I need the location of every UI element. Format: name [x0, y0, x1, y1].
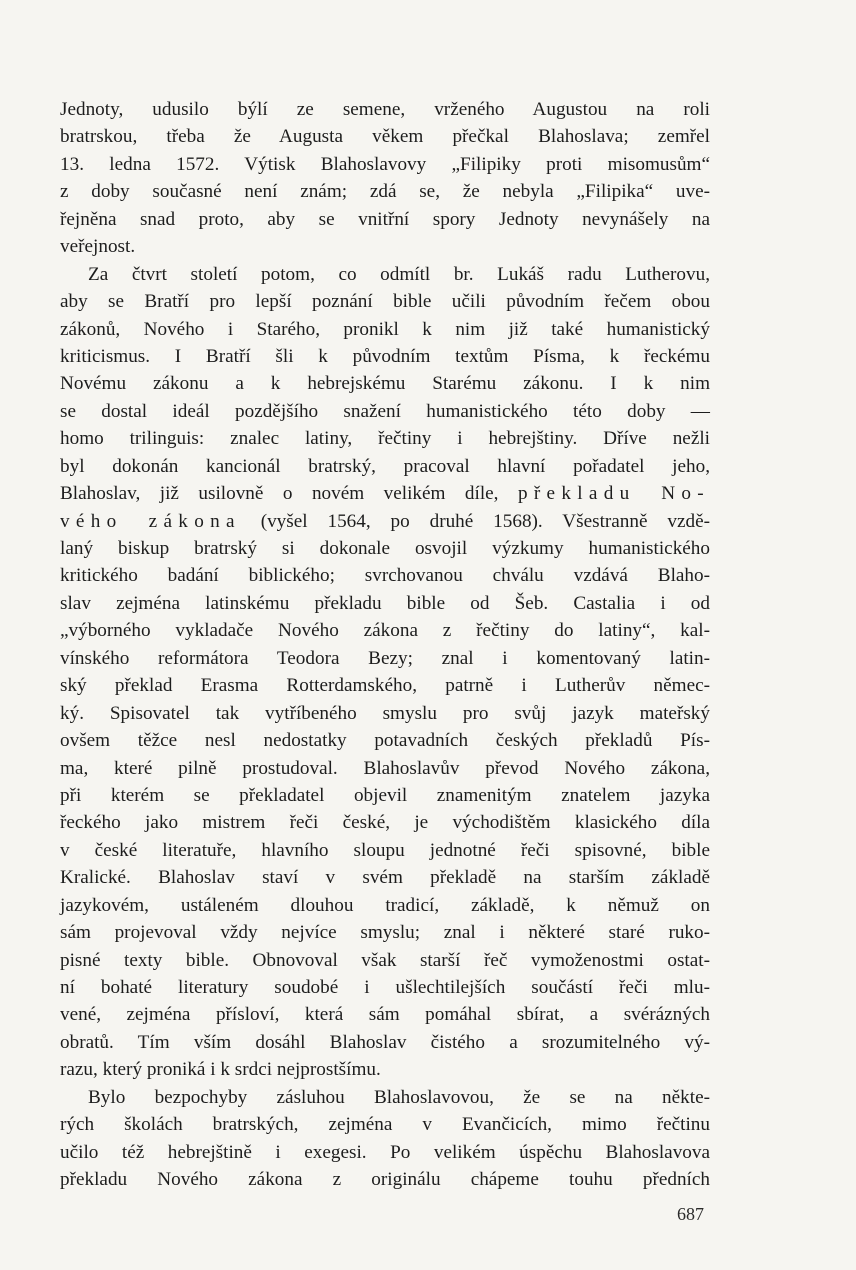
line-text: Za čtvrt století potom, co odmítl br. Lukáš radu Lutherovu, [88, 263, 710, 285]
text-line [60, 96, 710, 123]
text-line [60, 837, 710, 864]
text-line [60, 261, 710, 288]
line-text: při kterém se překladatel objevil znamenitým znatelem jazyka [60, 784, 710, 806]
line-text: z doby současné není znám; zdá se, že nebyla „Filipika“ uve- [60, 181, 710, 203]
line-text: ký. Spisovatel tak vytříbeného smyslu pro svůj jazyk mateřský [60, 702, 710, 724]
line-text: obratů. Tím vším dosáhl Blahoslav čistého a srozumitelného vý- [60, 1031, 710, 1053]
text-line [60, 535, 710, 562]
text-line [60, 1166, 710, 1193]
line-text: ní bohaté literatury soudobé i ušlechtilejších součástí řeči mlu- [60, 977, 710, 998]
line-text: Kralické. Blahoslav staví v svém překladě na starším základě [60, 867, 710, 889]
line-text: slav zejména latinskému překladu bible od Šeb. Castalia i od [60, 592, 710, 614]
page-number: 687 [677, 1204, 704, 1224]
spaced-emphasis: vého zákona [60, 510, 241, 532]
line-text: bratrskou, třeba že Augusta věkem přečkal Blahoslava; zemřel [60, 126, 710, 148]
text-line [60, 480, 710, 507]
text-line [60, 425, 710, 452]
line-text: kriticismus. I Bratří šli k původním textům Písma, k řeckému [60, 345, 710, 367]
text-line [60, 974, 710, 1001]
text-line [60, 727, 710, 754]
line-text: laný biskup bratrský si dokonale osvojil výzkumy humanistického [60, 538, 710, 559]
spaced-emphasis: překladu No- [517, 483, 710, 505]
text-line [60, 700, 710, 727]
line-text: vené, zejména přísloví, která sám pomáhal sbírat, a svérázných [60, 1004, 710, 1026]
line-text: vínského reformátora Teodora Bezy; znal i komentovaný latin- [60, 647, 710, 669]
line-text: učilo též hebrejštině i exegesi. Po velikém úspěchu Blahoslavova [60, 1141, 710, 1163]
line-text: pisné texty bible. Obnovoval však starší řeč vymoženostmi ostat- [60, 949, 710, 971]
line-text: 13. ledna 1572. Výtisk Blahoslavovy „Filipiky proti misomusům“ [60, 153, 710, 175]
line-text: „výborného vykladače Nového zákona z řečtiny do latiny“, kal- [60, 620, 710, 642]
text-line [60, 617, 710, 644]
line-text: kritického badání biblického; svrchovanou chválu vzdává Blaho- [60, 565, 710, 587]
line-text: ma, které pilně prostudoval. Blahoslavův převod Nového zákona, [60, 757, 710, 779]
paragraph [60, 96, 710, 261]
line-text: v české literatuře, hlavního sloupu jednotné řeči spisovné, bible [60, 839, 710, 861]
text-line [60, 645, 710, 672]
text-line [60, 562, 710, 589]
line-text: se dostal ideál pozdějšího snažení humanistického této doby — [60, 400, 710, 422]
text-line [60, 1001, 710, 1028]
text-line [60, 123, 710, 150]
line-text: byl dokonán kancionál bratrský, pracoval hlavní pořadatel jeho, [60, 455, 710, 477]
line-text: Blahoslav, již usilovně o novém velikém díle, [60, 483, 499, 505]
text-line [60, 508, 710, 535]
text-line [60, 370, 710, 397]
text-line [60, 1139, 710, 1166]
text-line [60, 782, 710, 809]
text-line [60, 316, 710, 343]
text-line [60, 288, 710, 315]
text-line [60, 1056, 710, 1083]
line-text: Bylo bezpochyby zásluhou Blahoslavovou, že se na někte- [88, 1086, 710, 1108]
line-text: řeckého jako mistrem řeči české, je východištěm klasického díla [60, 812, 710, 834]
text-line [60, 453, 710, 480]
line-text: překladu Nového zákona z originálu chápeme touhu předních [60, 1169, 710, 1191]
line-text: zákonů, Nového i Starého, pronikl k nim již také humanistický [60, 318, 710, 340]
text-line [60, 206, 710, 233]
text-line [60, 398, 710, 425]
line-text: aby se Bratří pro lepší poznání bible učili původním řečem obou [60, 291, 710, 313]
paragraph [60, 1084, 710, 1194]
text-line [60, 1029, 710, 1056]
text-line [60, 809, 710, 836]
line-text: sám projevoval vždy nejvíce smyslu; znal i některé staré ruko- [60, 922, 710, 944]
line-text: ovšem těžce nesl nedostatky potavadních českých překladů Pís- [60, 730, 710, 752]
text-line [60, 947, 710, 974]
line-text: veřejnost. [60, 236, 136, 258]
line-text: (vyšel 1564, po druhé 1568). Všestranně vzdě- [260, 510, 710, 532]
line-text: Novému zákonu a k hebrejskému Starému zákonu. I k nim [60, 373, 710, 395]
text-line [60, 151, 710, 178]
text-line [60, 919, 710, 946]
line-text: rých školách bratrských, zejména v Evančicích, mimo řečtinu [60, 1114, 710, 1136]
line-text: homo trilinguis: znalec latiny, řečtiny i hebrejštiny. Dříve nežli [60, 428, 710, 450]
line-text: razu, který proniká i k srdci nejprostšímu. [60, 1059, 381, 1081]
text-line [60, 233, 710, 260]
text-line [60, 892, 710, 919]
text-line [60, 755, 710, 782]
text-line [60, 864, 710, 891]
line-text: jazykovém, ustáleném dlouhou tradicí, základě, k němuž on [60, 894, 710, 916]
text-line [60, 343, 710, 370]
text-line [60, 672, 710, 699]
paragraph [60, 261, 710, 1084]
line-text: ský překlad Erasma Rotterdamského, patrně i Lutherův němec- [60, 675, 710, 697]
text-line [60, 590, 710, 617]
body-text [60, 96, 710, 1194]
text-line [60, 1111, 710, 1138]
text-line [60, 178, 710, 205]
line-text: Jednoty, udusilo býlí ze semene, vrženého Augustou na roli [60, 99, 710, 120]
text-line [60, 1084, 710, 1111]
line-text: řejněna snad proto, aby se vnitřní spory Jednoty nevynášely na [60, 208, 710, 230]
